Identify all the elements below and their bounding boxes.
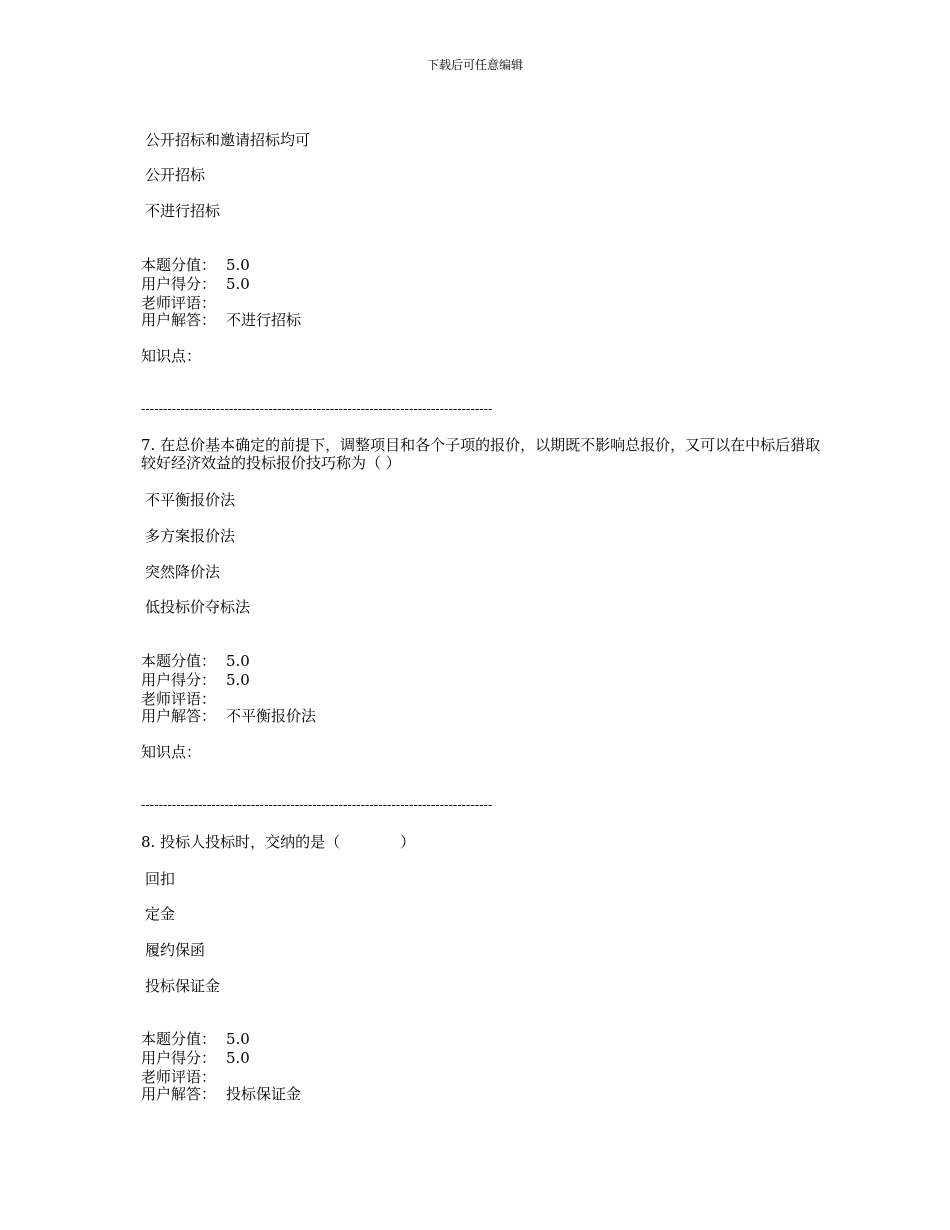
- question-text: 8. 投标人投标时，交纳的是（ ）: [141, 833, 416, 851]
- score-value: 5.0: [226, 256, 250, 274]
- user-answer: 投标保证金: [226, 1085, 302, 1103]
- user-answer: 不进行招标: [226, 311, 302, 329]
- option-text[interactable]: 公开招标和邀请招标均可: [145, 131, 311, 149]
- user-score: 5.0: [226, 1049, 250, 1067]
- question-text: 7. 在总价基本确定的前提下，调整项目和各个子项的报价，以期既不影响总报价，又可以在中标后猎取较好经济效益的投标报价技巧称为（ ）: [141, 436, 821, 472]
- user-score-label: 用户得分：: [141, 671, 217, 689]
- knowledge-point-label: 知识点：: [141, 743, 202, 761]
- separator-line: --------------------------------------------------------------------------------: [141, 402, 493, 417]
- knowledge-point-label: 知识点：: [141, 347, 202, 365]
- teacher-comment-label: 老师评语：: [141, 294, 217, 312]
- user-score-label: 用户得分：: [141, 275, 217, 293]
- option-text[interactable]: 不进行招标: [145, 202, 221, 220]
- option-text[interactable]: 公开招标: [145, 166, 206, 184]
- score-value-label: 本题分值：: [141, 256, 217, 274]
- option-text[interactable]: 多方案报价法: [145, 527, 236, 545]
- option-text[interactable]: 投标保证金: [145, 977, 221, 995]
- score-value-label: 本题分值：: [141, 652, 217, 670]
- user-answer-label: 用户解答：: [141, 311, 217, 329]
- option-text[interactable]: 低投标价夺标法: [145, 598, 251, 616]
- option-text[interactable]: 不平衡报价法: [145, 491, 236, 509]
- teacher-comment-label: 老师评语：: [141, 690, 217, 708]
- separator-line: --------------------------------------------------------------------------------: [141, 798, 493, 813]
- score-value: 5.0: [226, 1030, 250, 1048]
- option-text[interactable]: 回扣: [145, 870, 176, 888]
- score-value: 5.0: [226, 652, 250, 670]
- user-score-label: 用户得分：: [141, 1049, 217, 1067]
- user-answer-label: 用户解答：: [141, 1085, 217, 1103]
- score-value-label: 本题分值：: [141, 1030, 217, 1048]
- user-score: 5.0: [226, 275, 250, 293]
- user-answer-label: 用户解答：: [141, 707, 217, 725]
- page-header: 下载后可任意编辑: [426, 58, 523, 72]
- option-text[interactable]: 履约保函: [145, 941, 206, 959]
- option-text[interactable]: 突然降价法: [145, 563, 221, 581]
- user-answer: 不平衡报价法: [226, 707, 317, 725]
- user-score: 5.0: [226, 671, 250, 689]
- teacher-comment-label: 老师评语：: [141, 1068, 217, 1086]
- option-text[interactable]: 定金: [145, 905, 176, 923]
